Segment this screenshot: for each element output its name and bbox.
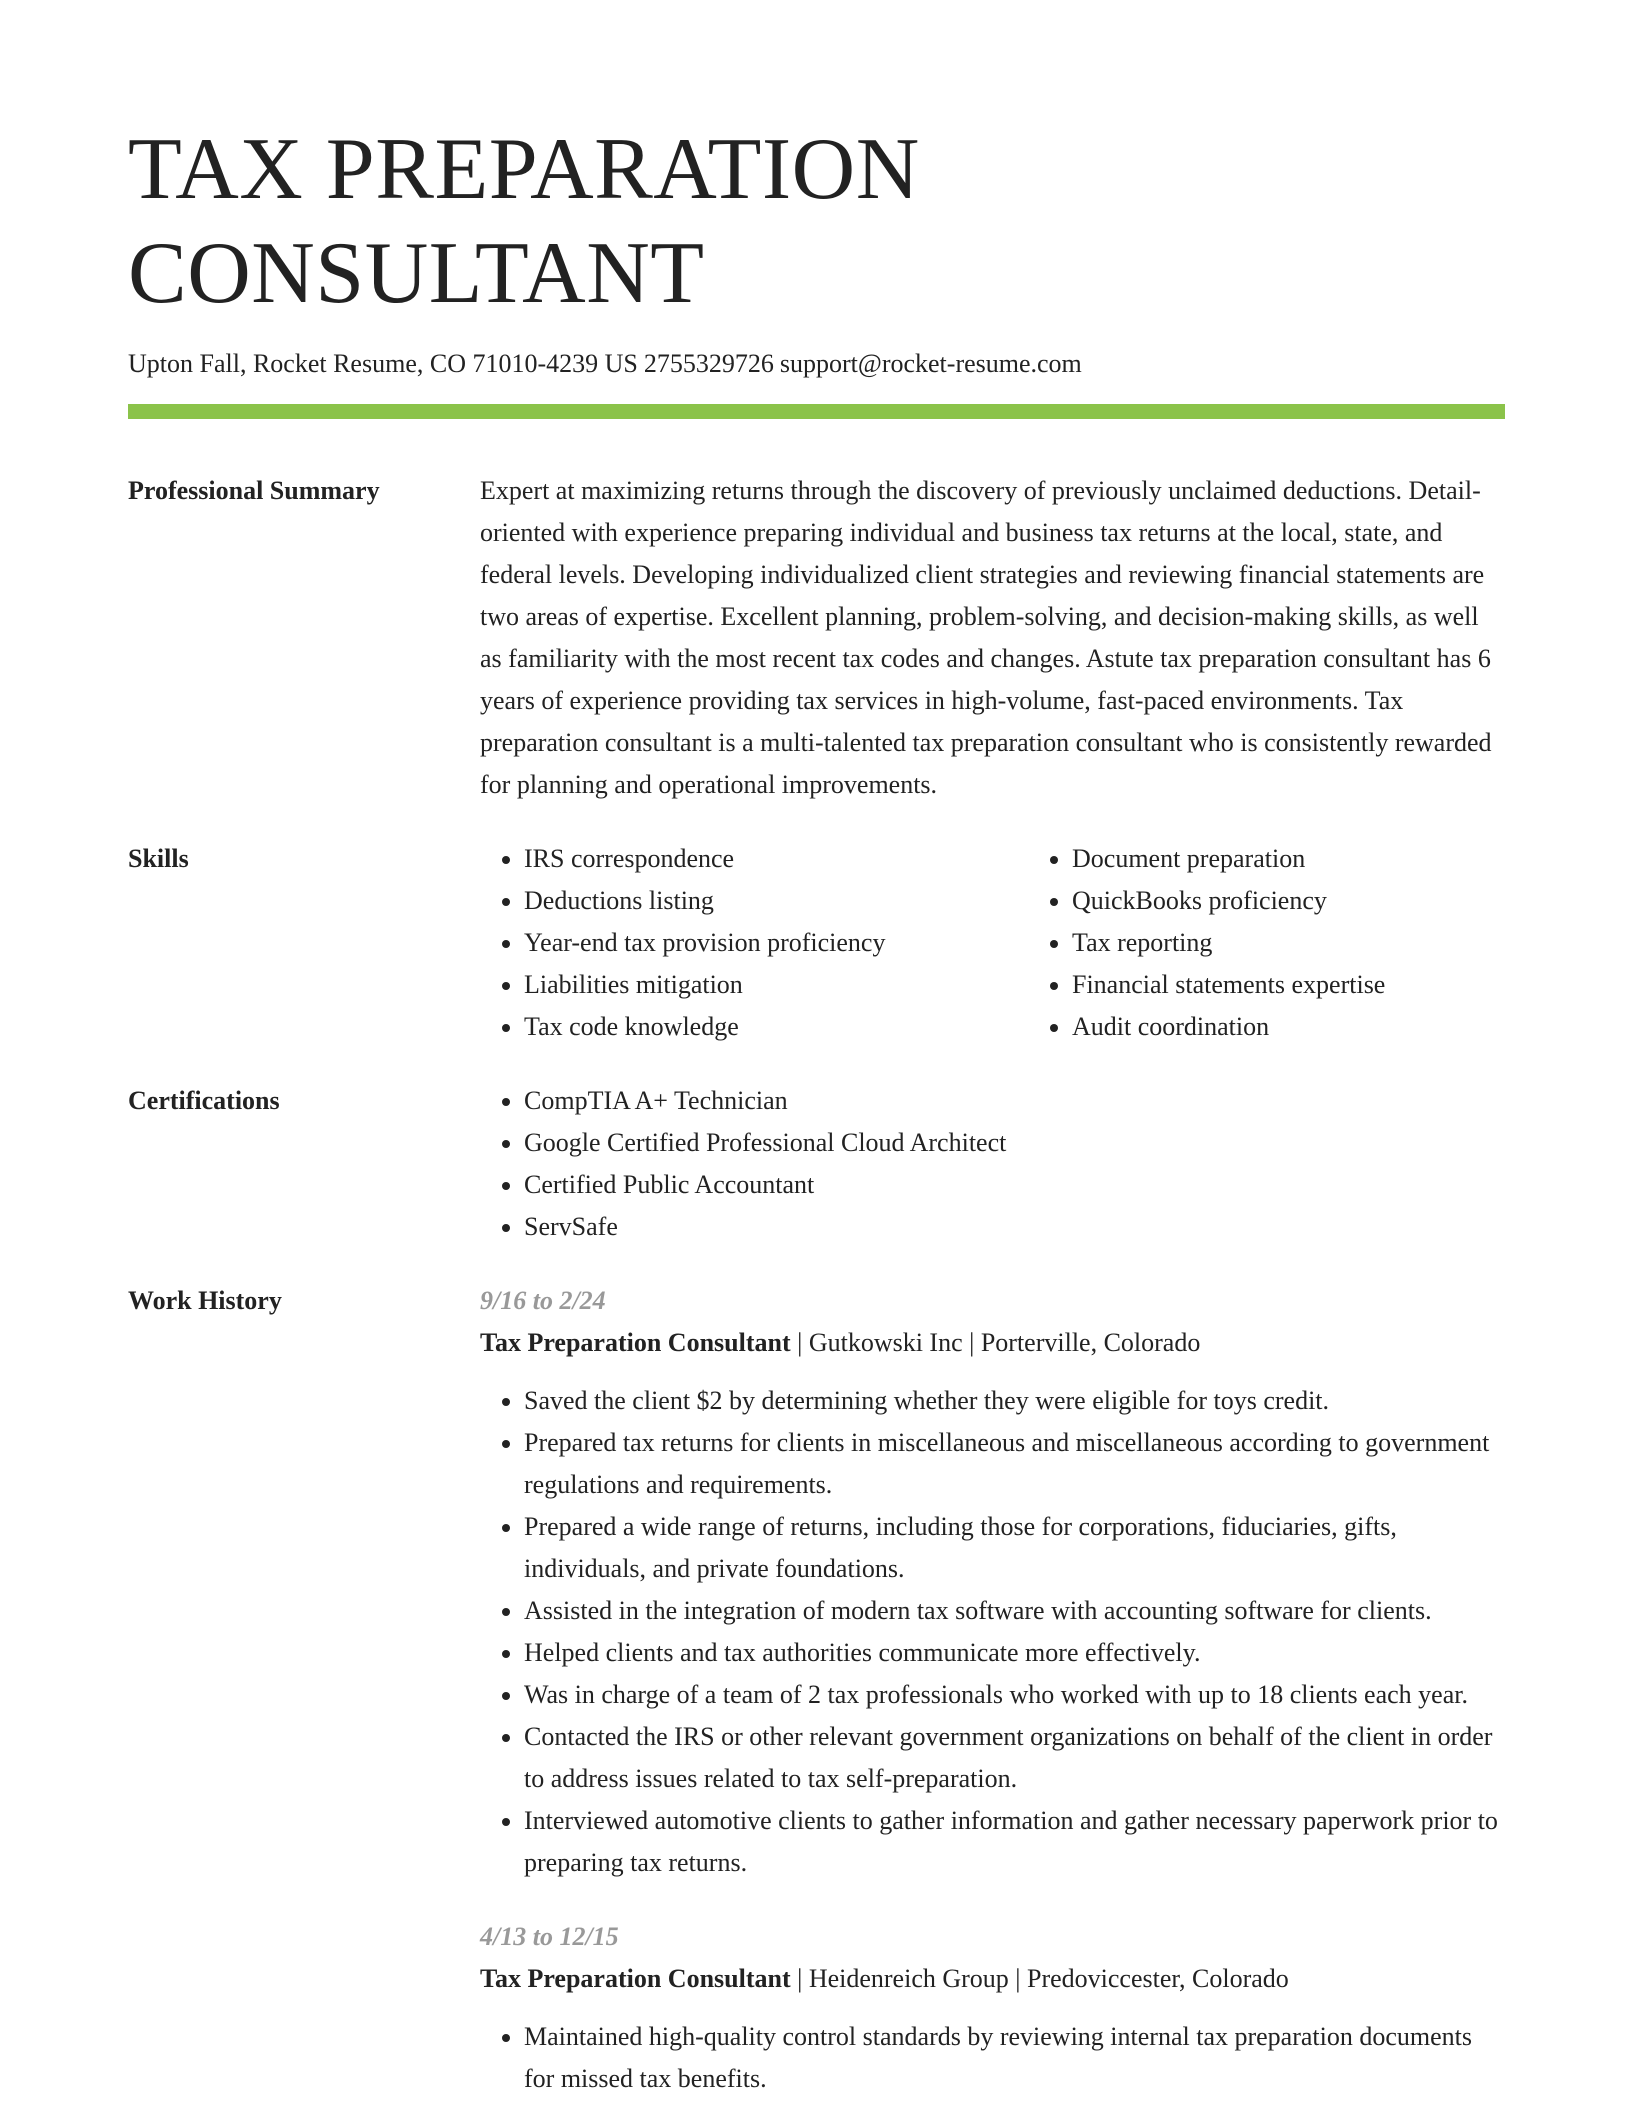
- job-bullet: • Contacted the IRS or other relevant government organizations on behalf of the client in order to address issues related to tax self-preparation.: [524, 1716, 1505, 1800]
- summary-text: Expert at maximizing returns through the discovery of previously unclaimed deductions. Detail-oriented with experience preparing individual and business tax returns at the local, state, and federal levels. Developing individualized client strategies and reviewing financial statements are two areas of expertise. Excellent planning, problem-solving, and decision-making skills, as well as familiarity with the most recent tax codes and changes. Astute tax preparation consultant has 6 years of experience providing tax services in high-volume, fast-paced environments. Tax preparation consultant is a multi-talented tax preparation consultant who is consistently rewarded for planning and operational improvements.: [480, 476, 1492, 799]
- certification-item: • ServSafe: [524, 1206, 1505, 1248]
- summary-body: [480, 470, 1505, 806]
- skills-section: [128, 838, 1505, 1048]
- contact-phone: 2755329726: [643, 349, 774, 378]
- work-history-body: [480, 1280, 1505, 2100]
- job-bullets: [480, 1380, 1505, 1884]
- certification-item: • Certified Public Accountant: [524, 1164, 1505, 1206]
- work-history-heading: Work History: [128, 1286, 282, 1315]
- job-bullet: • Prepared a wide range of returns, including those for corporations, fiduciaries, gifts, individuals, and private foundations.: [524, 1506, 1505, 1590]
- job-bullet: • Was in charge of a team of 2 tax professionals who worked with up to 18 clients each year.: [524, 1674, 1505, 1716]
- job-bullet: • Interviewed automotive clients to gather information and gather necessary paperwork prior to preparing tax returns.: [524, 1800, 1505, 1884]
- skill-item: • Liabilities mitigation: [524, 964, 1028, 1006]
- job-bullet: • Prepared tax returns for clients in miscellaneous and miscellaneous according to government regulations and requirements.: [524, 1422, 1505, 1506]
- job-entry: [480, 1916, 1505, 2100]
- skill-item: • QuickBooks proficiency: [1072, 880, 1576, 922]
- skill-item: • Financial statements expertise: [1072, 964, 1576, 1006]
- job-title-line: [480, 1322, 1505, 1364]
- contact-address: Upton Fall, Rocket Resume, CO 71010-4239 US: [128, 349, 638, 378]
- job-dates: 9/16 to 2/24: [480, 1286, 606, 1315]
- certification-item: • CompTIA A+ Technician: [524, 1080, 1505, 1122]
- job-title: Tax Preparation Consultant: [480, 1964, 791, 1993]
- job-title: Tax Preparation Consultant: [480, 1328, 791, 1357]
- skills-body: [480, 838, 1576, 1048]
- job-bullet: • Maintained high-quality control standards by reviewing internal tax preparation documents for missed tax benefits.: [524, 2016, 1505, 2100]
- certifications-heading: Certifications: [128, 1086, 280, 1115]
- summary-heading: Professional Summary: [128, 476, 380, 505]
- skills-list-right: [1028, 838, 1576, 1048]
- job-bullets: [480, 2016, 1505, 2100]
- job-bullet: • Saved the client $2 by determining whether they were eligible for toys credit.: [524, 1380, 1505, 1422]
- certifications-section: [128, 1080, 1505, 1248]
- skill-item: • IRS correspondence: [524, 838, 1028, 880]
- job-company-location: | Gutkowski Inc | Porterville, Colorado: [790, 1328, 1201, 1357]
- job-entry: [480, 1280, 1505, 1884]
- resume-title: TAX PREPARATION CONSULTANT: [128, 121, 920, 322]
- skills-list-left: [480, 838, 1028, 1048]
- skill-item: • Tax code knowledge: [524, 1006, 1028, 1048]
- skill-item: • Document preparation: [1072, 838, 1576, 880]
- skill-item: • Tax reporting: [1072, 922, 1576, 964]
- job-bullet: • Helped clients and tax authorities communicate more effectively.: [524, 1632, 1505, 1674]
- certifications-list: [480, 1080, 1505, 1248]
- resume-page: [128, 0, 1505, 2100]
- skill-item: • Audit coordination: [1072, 1006, 1576, 1048]
- accent-divider: [128, 404, 1505, 419]
- contact-line: [128, 348, 1505, 380]
- summary-section: [128, 470, 1505, 806]
- contact-email: support@rocket-resume.com: [779, 349, 1082, 378]
- job-dates: 4/13 to 12/15: [480, 1922, 619, 1951]
- skill-item: • Deductions listing: [524, 880, 1028, 922]
- job-title-line: [480, 1958, 1505, 2000]
- job-company-location: | Heidenreich Group | Predoviccester, Colorado: [790, 1964, 1289, 1993]
- certifications-body: [480, 1080, 1505, 1248]
- job-bullet: • Assisted in the integration of modern tax software with accounting software for clients.: [524, 1590, 1505, 1632]
- work-history-section: [128, 1280, 1505, 2100]
- skills-heading: Skills: [128, 844, 189, 873]
- certification-item: • Google Certified Professional Cloud Architect: [524, 1122, 1505, 1164]
- skill-item: • Year-end tax provision proficiency: [524, 922, 1028, 964]
